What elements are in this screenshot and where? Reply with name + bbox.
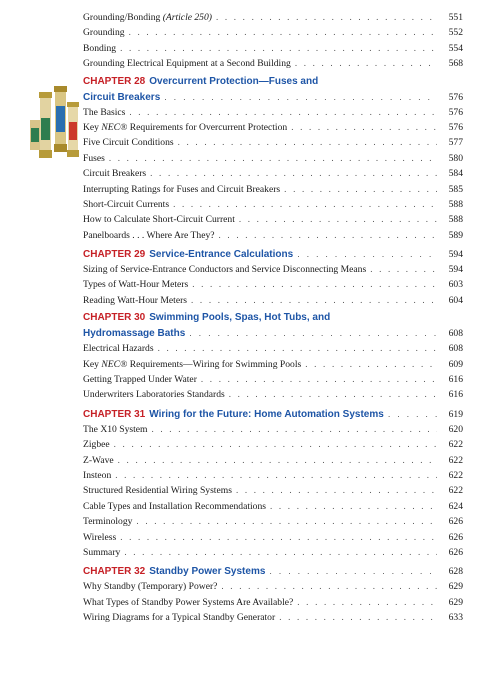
toc-entry[interactable]	[83, 293, 463, 308]
dot-leader	[150, 166, 437, 181]
entry-title: Grounding Electrical Equipment at a Second Building	[83, 58, 291, 70]
entry-page: 580	[448, 152, 463, 164]
entry-title: Circuit Breakers	[83, 168, 147, 180]
toc-entry[interactable]	[83, 197, 463, 212]
toc-entry[interactable]	[83, 437, 463, 452]
entry-title: Why Standby (Temporary) Power?	[83, 581, 218, 593]
chapter-label: CHAPTER 32	[83, 566, 146, 578]
toc-entry[interactable]	[83, 228, 463, 243]
entry-title: The Basics	[83, 106, 126, 118]
chapter-title-line2: Circuit Breakers	[83, 91, 161, 103]
entry-title: Z-Wave	[83, 454, 114, 466]
entry-page: 584	[448, 168, 463, 180]
entry-page: 622	[448, 454, 463, 466]
dot-leader	[114, 437, 437, 452]
dot-leader	[239, 212, 437, 227]
dot-leader	[279, 610, 437, 625]
entry-title: How to Calculate Short-Circuit Current	[83, 214, 235, 226]
entry-page: 576	[448, 106, 463, 118]
entry-title: Reading Watt-Hour Meters	[83, 294, 188, 306]
dot-leader	[129, 25, 437, 40]
dot-leader	[221, 579, 437, 594]
chapter-label: CHAPTER 28	[83, 75, 146, 87]
toc-entry[interactable]	[83, 610, 463, 625]
entry-page: 620	[448, 423, 463, 435]
entry-page: 576	[448, 121, 463, 133]
entry-title: Wiring Diagrams for a Typical Standby Generator	[83, 612, 276, 624]
entry-page: 588	[448, 198, 463, 210]
dot-leader	[297, 595, 437, 610]
entry-page: 616	[448, 389, 463, 401]
chapter-label: CHAPTER 30	[83, 312, 146, 324]
entry-page: 552	[448, 27, 463, 39]
entry-page: 624	[448, 500, 463, 512]
chapter-title: Service-Entrance Calculations	[149, 249, 294, 261]
toc-entry[interactable]	[83, 483, 463, 498]
entry-title: Summary	[83, 546, 121, 558]
toc-entry[interactable]	[83, 514, 463, 529]
entry-title: Insteon	[83, 469, 112, 481]
toc-entry[interactable]	[83, 422, 463, 437]
chapter-heading[interactable]	[83, 406, 463, 422]
dot-leader	[158, 341, 437, 356]
chapter-title: Standby Power Systems	[149, 566, 266, 578]
dot-leader	[192, 277, 437, 292]
toc-entry[interactable]	[83, 468, 463, 483]
dot-leader	[270, 499, 437, 514]
toc-entry[interactable]	[83, 166, 463, 181]
dot-leader	[295, 56, 437, 71]
entry-title: Panelboards . . . Where Are They?	[83, 229, 215, 241]
entry-page: 626	[448, 516, 463, 528]
dot-leader	[173, 197, 437, 212]
entry-page: 626	[448, 546, 463, 558]
entry-title: Fuses	[83, 152, 105, 164]
dot-leader	[178, 135, 437, 150]
chapter-page: 608	[448, 328, 463, 340]
entry-page: 626	[448, 531, 463, 543]
chapter-page: 594	[448, 249, 463, 261]
dot-leader	[219, 228, 437, 243]
dot-leader	[120, 41, 437, 56]
chapter-title: Swimming Pools, Spas, Hot Tubs, and	[149, 312, 331, 324]
chapter-label: CHAPTER 31	[83, 408, 146, 420]
chapter-heading[interactable]	[83, 311, 463, 325]
dot-leader	[370, 262, 437, 277]
chapter-page: 628	[448, 566, 463, 578]
chapter-page: 576	[448, 91, 463, 103]
entry-page: 577	[448, 137, 463, 149]
entry-page: 554	[448, 42, 463, 54]
dot-leader	[269, 563, 437, 579]
dot-leader	[115, 468, 437, 483]
entry-title: Wireless	[83, 531, 117, 543]
toc-entry[interactable]	[83, 357, 463, 372]
dot-leader	[305, 357, 437, 372]
dot-leader	[297, 246, 437, 262]
toc-entry[interactable]	[83, 56, 463, 71]
entry-title: Zigbee	[83, 439, 110, 451]
dot-leader	[284, 182, 437, 197]
toc-entry[interactable]	[83, 579, 463, 594]
entry-title-italic: (Article 250)	[162, 12, 212, 23]
toc-entry[interactable]	[83, 530, 463, 545]
entry-page: 622	[448, 439, 463, 451]
entry-page: 633	[448, 612, 463, 624]
chapter-title: Overcurrent Protection—Fuses and	[149, 75, 319, 87]
entry-title: Interrupting Ratings for Fuses and Circuit Breakers	[83, 183, 281, 195]
dot-leader	[152, 422, 438, 437]
entry-title: Five Circuit Conditions	[83, 137, 174, 149]
toc-entry[interactable]	[83, 545, 463, 560]
toc-entry[interactable]	[83, 135, 463, 150]
entry-page: 594	[448, 264, 463, 276]
dot-leader	[201, 372, 437, 387]
entry-title: The X10 System	[83, 423, 148, 435]
entry-page: 589	[448, 229, 463, 241]
entry-title: Terminology	[83, 516, 133, 528]
chapter-page: 619	[448, 408, 463, 420]
dot-leader	[109, 151, 437, 166]
entry-page: 609	[448, 358, 463, 370]
dot-leader	[388, 406, 437, 422]
toc-entry[interactable]	[83, 105, 463, 120]
entry-page: 616	[448, 374, 463, 386]
entry-title: Types of Watt-Hour Meters	[83, 279, 189, 291]
chapter-heading[interactable]	[83, 246, 463, 262]
dot-leader	[191, 293, 437, 308]
entry-title: Cable Types and Installation Recommendations	[83, 500, 266, 512]
entry-page: 622	[448, 469, 463, 481]
toc-entry[interactable]	[83, 453, 463, 468]
chapter-heading-continued[interactable]	[83, 325, 463, 341]
toc-entry[interactable]	[83, 182, 463, 197]
entry-page: 588	[448, 214, 463, 226]
toc-entry[interactable]	[83, 277, 463, 292]
entry-page: 568	[448, 58, 463, 70]
entry-title: What Types of Standby Power Systems Are Available?	[83, 596, 294, 608]
dot-leader	[229, 387, 437, 402]
entry-page: 551	[448, 12, 463, 23]
chapter-label: CHAPTER 29	[83, 249, 146, 261]
chapter-heading-continued[interactable]	[83, 89, 463, 105]
toc-entry[interactable]	[83, 151, 463, 166]
entry-title: Grounding	[83, 27, 125, 39]
chapter-title-line2: Hydromassage Baths	[83, 328, 186, 340]
dot-leader	[124, 545, 437, 560]
toc-entry[interactable]	[83, 372, 463, 387]
chapter-heading[interactable]	[83, 75, 463, 89]
entry-page: 603	[448, 279, 463, 291]
entry-page: 585	[448, 183, 463, 195]
entry-page: 629	[448, 596, 463, 608]
entry-page: 604	[448, 294, 463, 306]
chapter-title: Wiring for the Future: Home Automation Systems	[149, 408, 384, 420]
dot-leader	[189, 325, 437, 341]
entry-title: Key NEC® Requirements for Overcurrent Protection	[83, 121, 288, 133]
dot-leader	[120, 530, 437, 545]
toc-entry[interactable]	[83, 262, 463, 277]
table-of-contents	[83, 10, 463, 626]
toc-entry[interactable]	[83, 387, 463, 402]
cartridge-fuses-image	[30, 84, 80, 164]
toc-entry[interactable]	[83, 595, 463, 610]
entry-title: Grounding/Bonding	[83, 12, 163, 23]
entry-page: 622	[448, 485, 463, 497]
toc-entry[interactable]	[83, 41, 463, 56]
entry-page: 608	[448, 343, 463, 355]
toc-entry[interactable]	[83, 341, 463, 356]
entry-title: Sizing of Service-Entrance Conductors and Service Disconnecting Means	[83, 264, 367, 276]
dot-leader	[164, 89, 437, 105]
entry-title: Structured Residential Wiring Systems	[83, 485, 232, 497]
toc-entry[interactable]	[83, 120, 463, 135]
entry-title: Bonding	[83, 42, 117, 54]
entry-title: Electrical Hazards	[83, 343, 154, 355]
entry-page: 629	[448, 581, 463, 593]
entry-title: Short-Circuit Currents	[83, 198, 170, 210]
dot-leader	[291, 120, 437, 135]
entry-title: Underwriters Laboratories Standards	[83, 389, 225, 401]
toc-entry[interactable]	[83, 212, 463, 227]
dot-leader	[136, 514, 437, 529]
dot-leader	[216, 10, 437, 25]
entry-title: Key NEC® Requirements—Wiring for Swimming Pools	[83, 358, 302, 370]
toc-entry[interactable]	[83, 10, 463, 25]
dot-leader	[129, 105, 437, 120]
dot-leader	[236, 483, 437, 498]
chapter-heading[interactable]	[83, 563, 463, 579]
toc-entry[interactable]	[83, 25, 463, 40]
toc-entry[interactable]	[83, 499, 463, 514]
dot-leader	[118, 453, 437, 468]
entry-title: Getting Trapped Under Water	[83, 374, 197, 386]
